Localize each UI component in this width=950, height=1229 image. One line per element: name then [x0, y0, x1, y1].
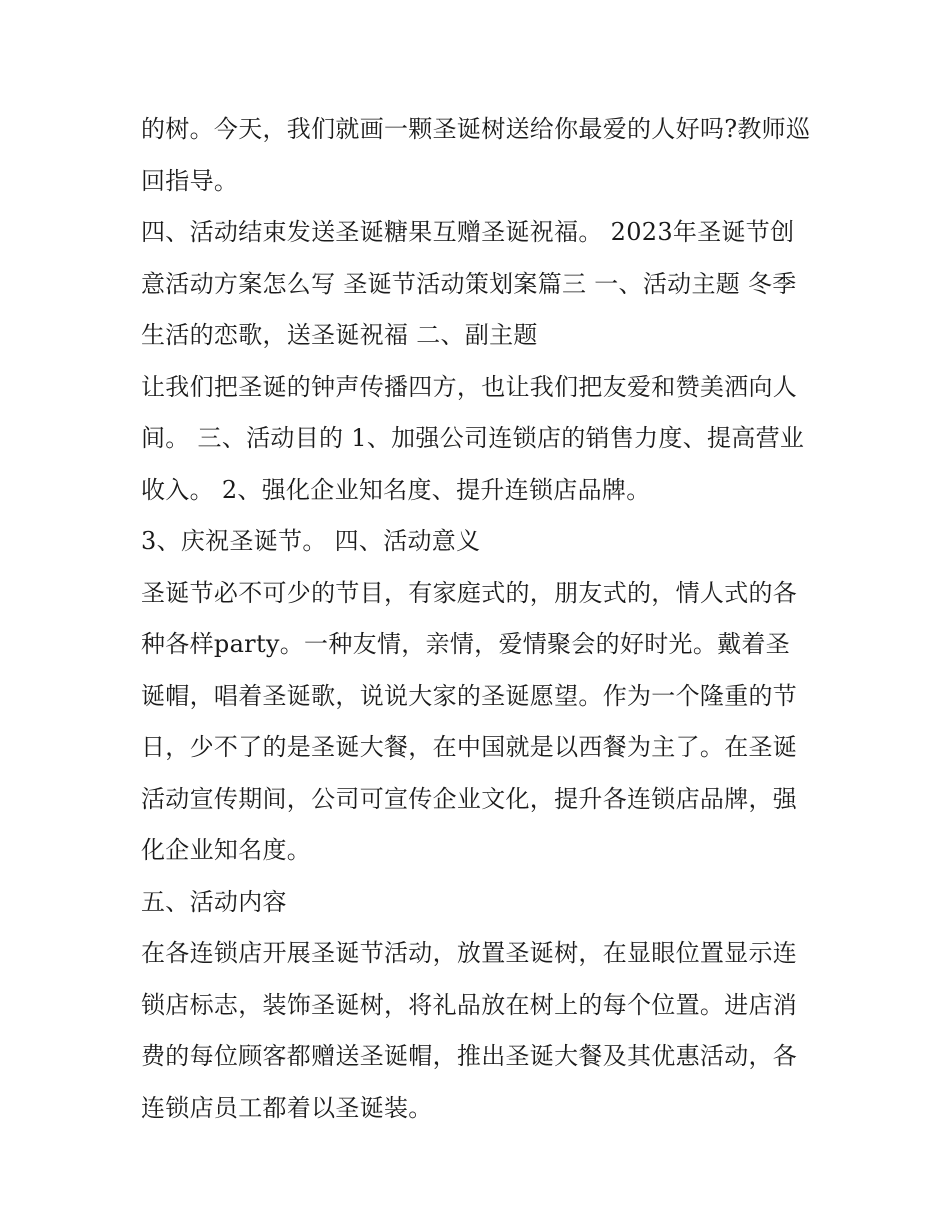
- paragraph-activity-content: 在各连锁店开展圣诞节活动，放置圣诞树，在显眼位置显示连锁店标志，装饰圣诞树，将礼品放在树上的每个位置。进店消费的每位顾客都赠送圣诞帽，推出圣诞大餐及其优惠活动，各连锁店员工都着以圣诞装。: [141, 939, 798, 1122]
- paragraph-activity-goals: 让我们把圣诞的钟声传播四方，也让我们把友爱和赞美洒向人间。 三、活动目的 1、加强公司连锁店的销售力度、提高营业收入。 2、强化企业知名度、提升连锁店品牌。: [141, 372, 805, 504]
- document-body: [141, 104, 813, 1134]
- paragraph-activity-meaning: 圣诞节必不可少的节目，有家庭式的，朋友式的，情人式的各种各样party。一种友情，亲情，爱情聚会的好时光。戴着圣诞帽，唱着圣诞歌，说说大家的圣诞愿望。作为一个隆重的节日，少不了的是圣诞大餐，在中国就是以西餐为主了。在圣诞活动宣传期间，公司可宣传企业文化，提升各连锁店品牌，强化企业知名度。: [141, 578, 798, 864]
- heading-activity-content: 五、活动内容: [141, 887, 287, 916]
- paragraph-activity-end: 四、活动结束发送圣诞糖果互赠圣诞祝福。 2023年圣诞节创意活动方案怎么写 圣诞节活动策划案篇三 一、活动主题 冬季生活的恋歌，送圣诞祝福 二、副主题: [141, 218, 797, 349]
- paragraph-tree-drawing: 的树。今天，我们就画一颗圣诞树送给你最爱的人好吗?教师巡回指导。: [141, 115, 811, 195]
- paragraph-celebrate: 3、庆祝圣诞节。 四、活动意义: [141, 527, 481, 555]
